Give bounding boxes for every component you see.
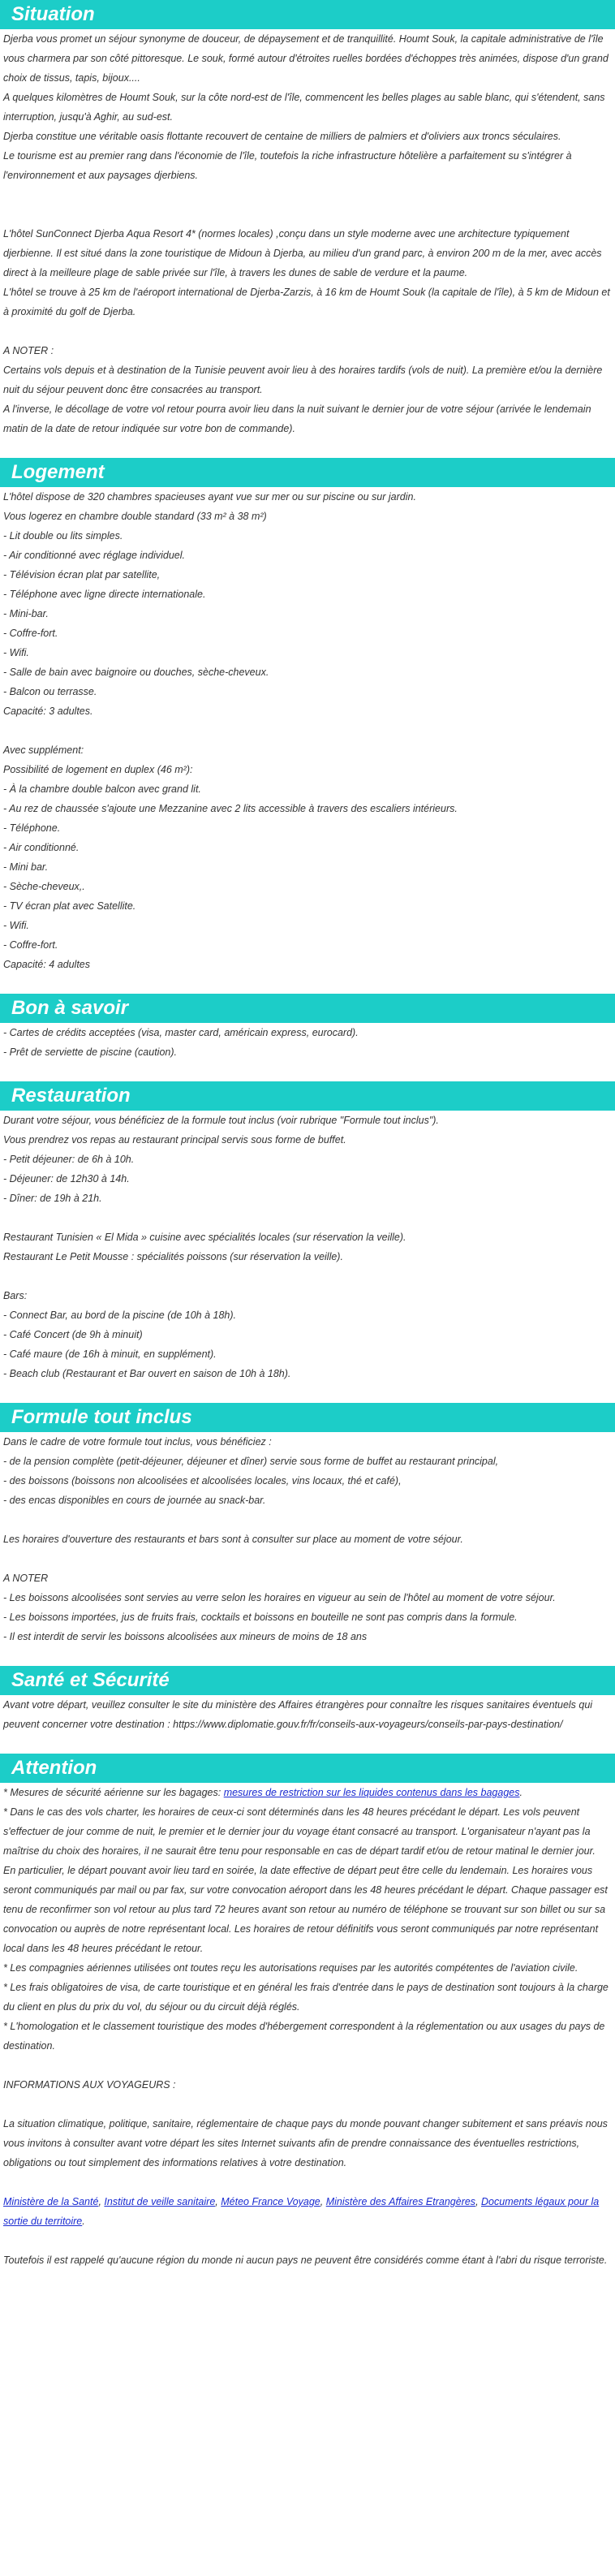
text-line: Le tourisme est au premier rang dans l'économie de l'île, toutefois la riche infrastructure hôtelière a parfaitement su s'intégrer à l'environnement et aux paysages djerbiens. (3, 150, 572, 181)
blank-line (3, 2173, 610, 2192)
info-link[interactable]: Institut de veille sanitaire (104, 2196, 216, 2207)
text-line: - Les boissons importées, jus de fruits frais, cocktails et boissons en bouteille ne sont pas compris dans la formule. (3, 1612, 518, 1623)
text-line: Possibilité de logement en duplex (46 m²): (3, 764, 193, 775)
link-separator: . (82, 2216, 85, 2227)
section-body-situation (0, 29, 615, 458)
text-line: - des boissons (boissons non alcoolisées et alcoolisées locales, vins locaux, thé et café), (3, 1475, 402, 1486)
section-header-attention: Attention (0, 1754, 615, 1783)
text-line: - Téléphone. (3, 822, 61, 834)
text-line: - Mini-bar. (3, 608, 49, 619)
section-attention (0, 1754, 615, 2270)
blank-line (3, 974, 610, 994)
blank-line (3, 1062, 610, 1081)
section-bon-a-savoir (0, 994, 615, 1081)
blank-line (3, 1208, 610, 1228)
text-line: INFORMATIONS AUX VOYAGEURS : (3, 2079, 176, 2091)
text-line: L'hôtel dispose de 320 chambres spacieuses ayant vue sur mer ou sur piscine ou sur jardin. (3, 491, 416, 503)
blank-line (3, 2231, 610, 2250)
blank-line (3, 2095, 610, 2114)
text-line: - Beach club (Restaurant et Bar ouvert en saison de 10h à 18h). (3, 1368, 291, 1379)
liquids-restriction-link[interactable]: mesures de restriction sur les liquides contenus dans les bagages (223, 1787, 520, 1798)
text-line: - Au rez de chaussée s'ajoute une Mezzanine avec 2 lits accessible à travers des escaliers intérieurs. (3, 803, 458, 814)
blank-line (3, 321, 610, 341)
text-line: A NOTER : (3, 345, 54, 356)
text-line: - Téléphone avec ligne directe internationale. (3, 589, 206, 600)
text-line: Restaurant Tunisien « El Mida » cuisine avec spécialités locales (sur réservation la veille). (3, 1232, 406, 1243)
section-body-bon-a-savoir (0, 1023, 615, 1081)
blank-line (3, 1266, 610, 1286)
blank-line (3, 438, 610, 458)
text-line: - Il est interdit de servir les boissons alcoolisées aux mineurs de moins de 18 ans (3, 1631, 368, 1642)
text-line: Capacité: 3 adultes. (3, 705, 93, 717)
text-line: - Air conditionné. (3, 842, 80, 853)
section-situation (0, 0, 615, 458)
text-line: - Coffre-fort. (3, 628, 58, 639)
text-line: Restaurant Le Petit Mousse : spécialités poissons (sur réservation la veille). (3, 1251, 343, 1262)
text-line: Avec supplément: (3, 744, 84, 756)
text-line: Bars: (3, 1290, 28, 1301)
text-line: La situation climatique, politique, sanitaire, réglementaire de chaque pays du monde pouvant changer subitement et sans préavis nous vous invitons à consulter avant votre départ les sites Internet suivants afin de prendre connaissance des éventuelles restrictions, obligations ou tout simplement des informations relatives à votre destination. (3, 2118, 608, 2168)
text-line: - de la pension complète (petit-déjeuner, déjeuner et dîner) servie sous forme de buffet au restaurant principal, (3, 1456, 499, 1467)
section-formule (0, 1403, 615, 1666)
section-header-sante: Santé et Sécurité (0, 1666, 615, 1695)
info-link[interactable]: Ministère de la Santé (3, 2196, 99, 2207)
text-line: - TV écran plat avec Satellite. (3, 900, 136, 912)
text-line: A l'inverse, le décollage de votre vol retour pourra avoir lieu dans la nuit suivant le dernier jour de votre séjour (arrivée le lendemain matin de la date de retour indiquée sur votre bon de commande). (3, 403, 591, 434)
text-line: - Déjeuner: de 12h30 à 14h. (3, 1173, 130, 1184)
blank-line (3, 1734, 610, 1754)
text-line: - Air conditionné avec réglage individuel. (3, 550, 185, 561)
blank-line (3, 1549, 610, 1568)
text-line: - Connect Bar, au bord de la piscine (de 10h à 18h). (3, 1310, 236, 1321)
blank-line (3, 721, 610, 740)
link-separator: , (215, 2196, 221, 2207)
blank-line (3, 2056, 610, 2075)
section-body-sante (0, 1695, 615, 1754)
text-line: - Sèche-cheveux,. (3, 881, 85, 892)
text-line: Djerba constitue une véritable oasis flottante recouvert de centaine de milliers de palmiers et d'oliviers aux troncs séculaires. (3, 131, 561, 142)
text-line: Djerba vous promet un séjour synonyme de douceur, de dépaysement et de tranquillité. Houmt Souk, la capitale administrative de l'île vous charmera par son côté pittoresque. Le souk, formé autour d'étroites ruelles bordées d'échoppes très animées, dispose d'un grand choix de tissus, tapis, bijoux.... (3, 33, 609, 84)
section-logement (0, 458, 615, 994)
text-line: * Les frais obligatoires de visa, de carte touristique et en général les frais d'entrée dans le pays de destination sont toujours à la charge du client en plus du prix du vol, du séjour ou du circuit déjà réglés. (3, 1982, 609, 2013)
text-line: - Coffre-fort. (3, 939, 58, 951)
section-body-attention (0, 1783, 615, 2270)
security-prefix: * Mesures de sécurité aérienne sur les bagages: (3, 1787, 224, 1798)
section-header-restauration: Restauration (0, 1081, 615, 1111)
text-line: - Balcon ou terrasse. (3, 686, 97, 697)
section-sante (0, 1666, 615, 1754)
text-line: A quelques kilomètres de Houmt Souk, sur la côte nord-est de l'île, commencent les belles plages au sable blanc, qui s'étendent, sans interruption, jusqu'à Aghir, au sud-est. (3, 92, 605, 123)
text-line: - Dîner: de 19h à 21h. (3, 1193, 102, 1204)
blank-line (3, 1646, 610, 1666)
section-header-bon-a-savoir: Bon à savoir (0, 994, 615, 1023)
info-link[interactable]: Documents légaux pour la sortie du territoire (3, 2196, 600, 2227)
text-line: - Wifi. (3, 647, 29, 658)
security-suffix: . (519, 1787, 523, 1798)
text-line: L'hôtel se trouve à 25 km de l'aéroport international de Djerba-Zarzis, à 16 km de Houmt Souk (la capitale de l'île), à 5 km de Midoun et à proximité du golf de Djerba. (3, 287, 610, 317)
section-body-restauration (0, 1111, 615, 1403)
footer-note: Toutefois il est rappelé qu'aucune région du monde ni aucun pays ne peuvent être considérés comme étant à l'abri du risque terroriste. (3, 2255, 608, 2266)
text-line: L'hôtel SunConnect Djerba Aqua Resort 4* (normes locales) ,conçu dans un style moderne avec une architecture typiquement djerbienne. Il est situé dans la zone touristique de Midoun à Djerba, au milieu d'un grand parc, à environ 200 m de la mer, avec accès direct à la meilleure plage de sable privée sur l'île, à travers les dunes de sable de verdure et la paume. (3, 228, 602, 278)
blank-line (3, 1383, 610, 1403)
link-separator: , (320, 2196, 326, 2207)
text-line: - Wifi. (3, 920, 29, 931)
text-line: Vous prendrez vos repas au restaurant principal servis sous forme de buffet. (3, 1134, 346, 1146)
text-line: A NOTER (3, 1573, 49, 1584)
text-line: - Lit double ou lits simples. (3, 530, 123, 542)
info-link[interactable]: Ministère des Affaires Etrangères (325, 2196, 476, 2207)
text-line: Dans le cadre de votre formule tout inclus, vous bénéficiez : (3, 1436, 272, 1448)
text-line: - Café maure (de 16h à minuit, en supplément). (3, 1348, 217, 1360)
text-line: * L'homologation et le classement touristique des modes d'hébergement correspondent à la réglementation ou aux usages du pays de destination. (3, 2021, 605, 2052)
link-separator: , (475, 2196, 482, 2207)
text-line: - Prêt de serviette de piscine (caution). (3, 1046, 177, 1058)
text-line: - Salle de bain avec baignoire ou douches, sèche-cheveux. (3, 667, 269, 678)
text-line: * Les compagnies aériennes utilisées ont toutes reçu les autorisations requises par les autorités compétentes de l'aviation civile. (3, 1962, 578, 1974)
text-line: - Cartes de crédits acceptées (visa, master card, américain express, eurocard). (3, 1027, 359, 1038)
text-line: - Mini bar. (3, 861, 49, 873)
info-link[interactable]: Méteo France Voyage (221, 2196, 320, 2207)
text-line: Certains vols depuis et à destination de la Tunisie peuvent avoir lieu à des horaires tardifs (vols de nuit). La première et/ou la dernière nuit du séjour peuvent donc être consacrées au transport. (3, 365, 603, 395)
text-line: - des encas disponibles en cours de journée au snack-bar. (3, 1495, 266, 1506)
section-header-logement: Logement (0, 458, 615, 487)
text-line: Les horaires d'ouverture des restaurants et bars sont à consulter sur place au moment de votre séjour. (3, 1534, 463, 1545)
attention-lines (3, 1802, 610, 2192)
links-line (3, 2192, 610, 2231)
section-restauration (0, 1081, 615, 1403)
section-body-logement (0, 487, 615, 994)
section-body-formule (0, 1432, 615, 1666)
blank-line (3, 185, 610, 205)
blank-line (3, 205, 610, 224)
section-header-situation: Situation (0, 0, 615, 29)
text-line: - Télévision écran plat par satellite, (3, 569, 161, 580)
text-line: Avant votre départ, veuillez consulter le site du ministère des Affaires étrangères pour connaître les risques sanitaires éventuels qui peuvent concerner votre destination : https://www.diplomatie.gouv.fr/fr/conseils-aux-voyageurs/conseils-par-pays-destination/ (3, 1699, 593, 1730)
text-line: - Les boissons alcoolisées sont servies au verre selon les horaires en vigueur au sein de l'hôtel au moment de votre séjour. (3, 1592, 556, 1603)
section-header-formule: Formule tout inclus (0, 1403, 615, 1432)
text-line: Capacité: 4 adultes (3, 959, 91, 970)
text-line: - Café Concert (de 9h à minuit) (3, 1329, 143, 1340)
text-line: - À la chambre double balcon avec grand lit. (3, 783, 201, 795)
link-separator: , (98, 2196, 105, 2207)
text-line: Durant votre séjour, vous bénéficiez de la formule tout inclus (voir rubrique "Formule tout inclus"). (3, 1115, 439, 1126)
text-line: - Petit déjeuner: de 6h à 10h. (3, 1154, 135, 1165)
blank-line (3, 1510, 610, 1530)
security-line (3, 1783, 610, 1802)
text-line: * Dans le cas des vols charter, les horaires de ceux-ci sont déterminés dans les 48 heures précédant le départ. Les vols peuvent s'effectuer de jour comme de nuit, le premier et le dernier jour du voyage étant consacré au transport. L'organisateur n'ayant pas la maîtrise du choix des horaires, il ne saurait être tenu pour responsable en cas de départ tardif et/ou de retour matinal le dernier jour. En particulier, le départ pouvant avoir lieu tard en soirée, la date effective de départ peut être celle du lendemain. Les horaires vous seront communiqués par mail ou par fax, sur votre convocation aéroport dans les 48 heures précédant le départ. Chaque passager est tenu de reconfirmer son vol retour au plus tard 72 heures avant son retour au numéro de téléphone se trouvant sur son billet ou sur sa convocation ou auprès de notre représentant local. Les horaires de retour définitifs vous seront communiqués par notre représentant local dans les 48 heures précédant le retour. (3, 1806, 608, 1954)
text-line: Vous logerez en chambre double standard (33 m² à 38 m²) (3, 511, 267, 522)
